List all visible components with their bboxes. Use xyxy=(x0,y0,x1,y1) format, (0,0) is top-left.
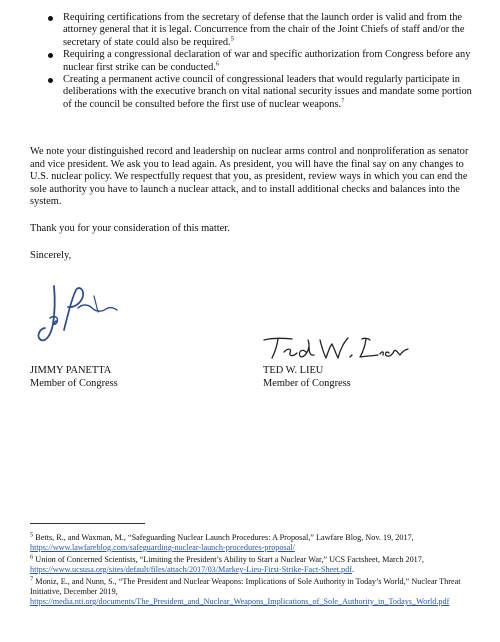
footnote-link[interactable]: https://www.ucsusa.org/sites/default/files/attach/2017/03/Markey-Lieu-First-Strike-Fact-Sheet.pdf xyxy=(30,565,352,574)
signatory-title: Member of Congress xyxy=(30,377,118,389)
requirement-text: Requiring certifications from the secretary of defense that the launch order is valid and from the attorney general that it is legal. Concurrence from the chair of the Joint Chiefs of staff and/or the secretary of state could also be required. xyxy=(63,12,465,48)
signatory-block xyxy=(30,365,118,390)
footnote-text: Betts, R., and Waxman, M., “Safeguarding Nuclear Launch Procedures: A Proposal,” Lawfare Blog, Nov. 19, 2017, xyxy=(35,533,414,542)
signatory-block xyxy=(263,365,351,390)
bullet-icon xyxy=(48,53,53,58)
footnote-link[interactable]: https://www.lawfareblog.com/safeguarding-nuclear-launch-procedures-proposal/ xyxy=(30,543,295,552)
footnote-ref: 5 xyxy=(230,35,234,43)
signature-lieu-icon xyxy=(262,334,410,362)
footnote-link[interactable]: https://media.nti.org/documents/The_President_and_Nuclear_Weapons_Implications_of_Sole_Authority_in_Todays_World.pdf xyxy=(30,597,450,606)
footnote-number: 6 xyxy=(30,553,34,561)
thanks-line: Thank you for your consideration of this matter. xyxy=(30,223,230,234)
footnote-item xyxy=(30,577,476,607)
footnote-text: Moniz, E., and Nunn, S., “The President and Nuclear Weapons: Implications of Sole Authority in Today’s World,” Nuclear Threat Initiative, December 2019, xyxy=(30,577,461,596)
body-paragraph: We note your distinguished record and leadership on nuclear arms control and nonproliferation as senator and vice president. We ask you to lead again. As president, you will have the final say on any changes to U.S. nuclear policy. We respectfully request that you, as president, review ways in which you can end the sole authority you have to launch a nuclear attack, and to install additional checks and balances into the system. xyxy=(30,146,469,208)
bullet-icon xyxy=(48,16,53,21)
signatory-name: JIMMY PANETTA xyxy=(30,365,112,376)
footnote-divider xyxy=(30,523,145,524)
requirement-text: Creating a permanent active council of congressional leaders that would regularly participate in deliberations with the executive branch on vital national security issues and mandate some portion of the council be consulted before the first use of nuclear weapons. xyxy=(63,74,472,110)
footnote-item xyxy=(30,533,476,553)
signature-panetta-icon xyxy=(34,282,120,346)
closing-line: Sincerely, xyxy=(30,250,72,261)
requirement-item xyxy=(46,49,476,74)
requirement-item xyxy=(46,12,476,49)
requirement-item xyxy=(46,74,476,111)
bullet-icon xyxy=(48,78,53,83)
footnote-text: Union of Concerned Scientists, “Limiting the President’s Ability to Start a Nuclear War,” UCS Factsheet, March 2017, xyxy=(35,555,424,564)
footnote-number: 5 xyxy=(30,531,34,539)
footnote-item xyxy=(30,555,476,575)
footnote-tail: . xyxy=(351,565,355,574)
footnote-ref: 7 xyxy=(341,97,345,105)
requirement-text: Requiring a congressional declaration of war and specific authorization from Congress before any nuclear first strike can be conducted. xyxy=(63,49,471,73)
footnote-number: 7 xyxy=(30,575,34,583)
footnote-ref: 6 xyxy=(215,60,220,68)
signatory-name: TED W. LIEU xyxy=(263,365,324,376)
signatory-title: Member of Congress xyxy=(263,377,351,389)
requirements-list xyxy=(46,12,476,111)
